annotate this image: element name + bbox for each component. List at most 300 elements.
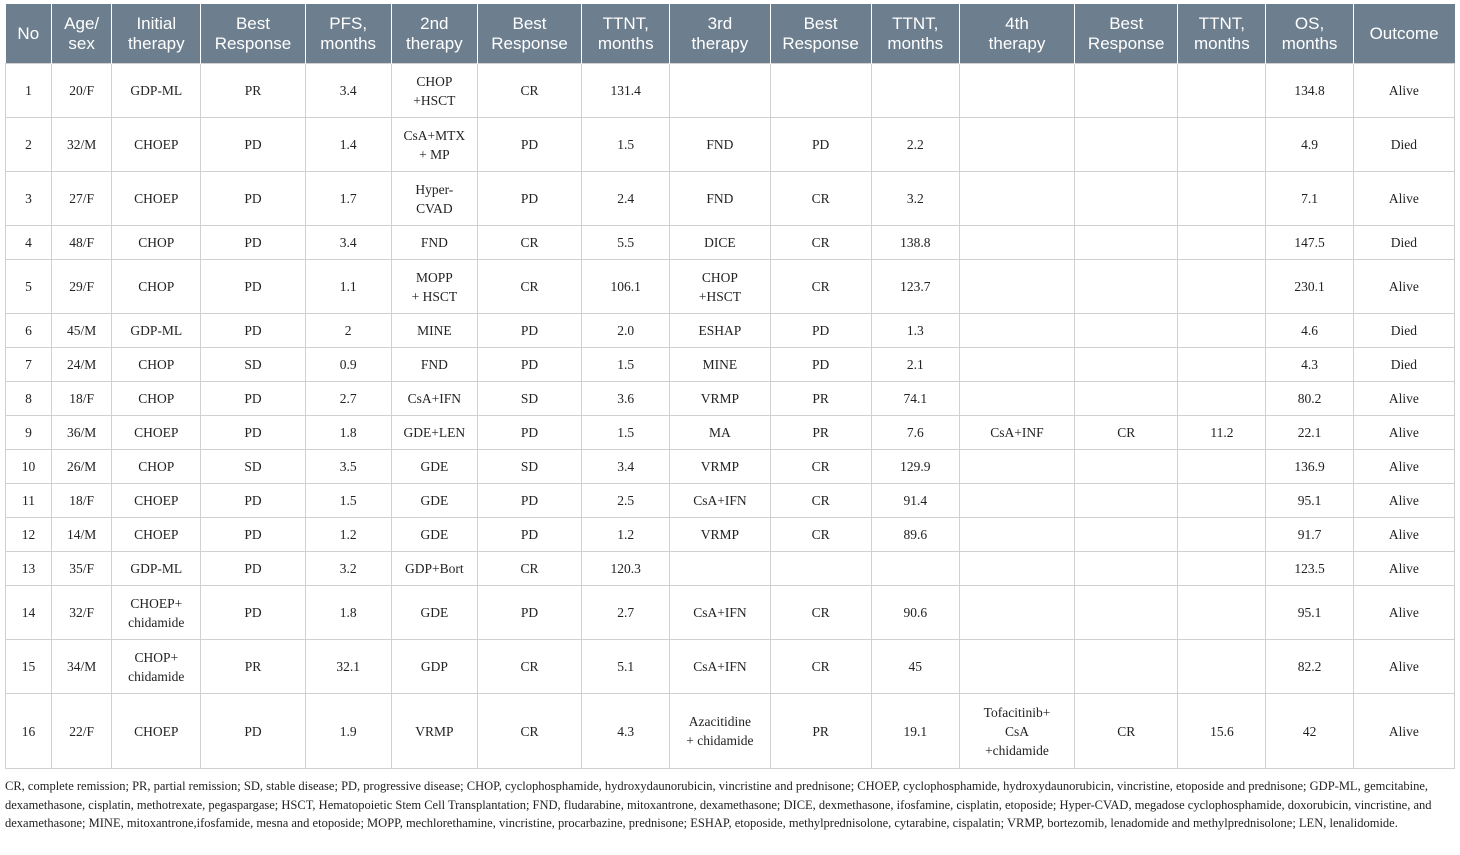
table-cell [477,314,581,348]
cell-text: 15.6 [1210,723,1234,739]
table-cell [6,382,52,416]
table-cell [582,348,670,382]
table-cell [201,64,305,118]
cell-text: CR [811,459,830,474]
column-header-text: Response [1087,33,1165,53]
table-cell [112,450,201,484]
cell-text: PD [244,391,262,406]
table-cell [201,118,305,172]
table-cell [1353,118,1454,172]
table-cell [582,450,670,484]
cell-text: 90.6 [903,605,928,620]
table-cell [770,450,871,484]
table-cell [112,226,201,260]
table-cell [1266,518,1353,552]
table-cell [1353,348,1454,382]
table-cell [1178,552,1266,586]
cell-text: VRMP [700,391,740,406]
table-cell [1178,314,1266,348]
cell-text: CsA+IFN [693,493,747,508]
table-cell [391,314,477,348]
cell-text: GDE [420,459,449,474]
table-cell [52,518,112,552]
table-cell [770,484,871,518]
table-cell [52,640,112,694]
cell-text: VRMP [700,527,740,542]
cell-text: 1.5 [617,137,635,152]
table-cell [582,518,670,552]
cell-text: VRMP [415,723,454,739]
table-cell [6,260,52,314]
cell-text: 3.4 [339,83,357,98]
column-header-text: TTNT, [602,13,649,33]
table-cell [391,226,477,260]
column-header-text: Initial [136,13,177,33]
table-cell [1178,450,1266,484]
cell-text: CR [520,279,539,294]
table-cell [1266,694,1353,769]
cell-text: Died [1390,323,1417,338]
table-cell [305,226,391,260]
table-cell [201,314,305,348]
table-cell [871,382,959,416]
cell-text: 3 [25,191,32,206]
table-cell [1075,382,1178,416]
cell-text: Alive [1388,425,1419,440]
cell-text: 18/F [69,493,95,508]
column-header [871,4,959,64]
table-cell [670,260,770,314]
cell-text: 11 [22,493,36,508]
table-cell [582,172,670,226]
table-cell [959,640,1074,694]
cell-text: 106.1 [610,279,641,294]
table-cell [1353,64,1454,118]
cell-text: 2.2 [906,137,924,152]
table-cell [1075,118,1178,172]
cell-text: ESHAP [698,323,742,338]
table-cell [305,382,391,416]
cell-text: 1.1 [339,279,357,294]
cell-text: 2 [344,323,352,338]
column-header-text: Best [1109,13,1144,33]
cell-text: 2.7 [617,605,635,620]
table-cell [112,172,201,226]
cell-text: 36/M [67,425,97,440]
table-cell [305,552,391,586]
table-cell [6,416,52,450]
cell-text: CHOP [138,459,175,474]
column-header-text: PFS, [329,13,368,33]
table-cell [52,348,112,382]
column-header-text: months [597,33,654,53]
table-header [6,4,1455,64]
column-header-text: months [887,33,944,53]
table-cell [770,64,871,118]
table-cell [959,484,1074,518]
cell-text: CHOEP [134,191,179,206]
cell-text: PD [244,527,262,542]
table-cell [1266,260,1353,314]
table-cell [1178,416,1266,450]
cell-text: SD [520,391,539,406]
table-cell [1178,518,1266,552]
table-cell [112,694,201,769]
table-cell [391,586,477,640]
cell-text: 1.2 [617,527,635,542]
table-cell [770,260,871,314]
table-cell [305,118,391,172]
cell-text: 22/F [69,723,95,739]
table-cell [871,518,959,552]
table-cell [770,552,871,586]
column-header [6,4,52,64]
table-cell [305,484,391,518]
cell-text: 20/F [69,83,95,98]
table-cell [670,382,770,416]
table-cell [1353,314,1454,348]
cell-text: 4.6 [1301,323,1318,338]
table-cell [477,586,581,640]
cell-text: 16 [21,723,36,739]
table-cell [52,416,112,450]
table-cell [391,484,477,518]
column-header-text: Age/ [64,13,100,33]
cell-text: 123.5 [1294,561,1325,576]
cell-text: CHOP [416,73,453,89]
table-cell [871,118,959,172]
table-cell [52,484,112,518]
table-cell [871,640,959,694]
table-cell [1178,260,1266,314]
cell-text: chidamide [128,614,185,630]
table-cell [582,226,670,260]
column-header-text: sex [68,33,95,53]
table-cell [477,416,581,450]
cell-text: CsA+IFN [407,391,462,406]
cell-text: CHOEP [134,137,179,152]
cell-text: 29/F [69,279,95,294]
table-cell [477,518,581,552]
table-cell [391,450,477,484]
column-header [1178,4,1266,64]
cell-text: SD [244,357,262,372]
cell-text: PR [244,83,262,98]
cell-text: 2.4 [617,191,635,206]
cell-text: 4.3 [617,723,635,739]
table-cell [52,450,112,484]
table-cell [1266,552,1353,586]
table-cell [1178,484,1266,518]
column-header-text: Outcome [1369,23,1439,43]
cell-text: 4.3 [1301,357,1318,372]
table-cell [582,552,670,586]
table-cell [871,416,959,450]
table-cell [582,382,670,416]
column-header [305,4,391,64]
cell-text: Died [1390,137,1417,152]
cell-text: GDP-ML [130,561,183,576]
cell-text: Tofacitinib+ [983,704,1051,720]
table-cell [1075,64,1178,118]
cell-text: 8 [25,391,32,406]
table-cell [391,382,477,416]
table-cell [1266,348,1353,382]
column-header-text: 2nd [420,13,449,33]
cell-text: 1.8 [339,425,357,440]
table-cell [112,552,201,586]
table-cell [391,64,477,118]
table-cell [1075,172,1178,226]
cell-text: 18/F [69,391,95,406]
table-cell [1178,586,1266,640]
table-cell [871,172,959,226]
table-row [6,172,1455,226]
cell-text: 6 [25,323,32,338]
cell-text: Hyper- [415,181,454,197]
cell-text: 3.4 [339,235,357,250]
table-cell [1266,64,1353,118]
column-header-text: therapy [988,33,1046,53]
table-cell [959,260,1074,314]
column-header-text: months [320,33,377,53]
cell-text: Alive [1388,279,1419,294]
cell-text: 10 [21,459,36,474]
table-cell [305,314,391,348]
cell-text: SD [244,459,262,474]
table-cell [582,314,670,348]
table-cell [1075,586,1178,640]
cell-text: 138.8 [900,235,931,250]
cell-text: 5 [25,279,32,294]
table-cell [305,348,391,382]
table-cell [52,382,112,416]
table-cell [1353,226,1454,260]
table-row [6,226,1455,260]
cell-text: chidamide [128,668,185,684]
cell-text: + MP [419,146,450,162]
table-cell [52,314,112,348]
cell-text: 5.5 [617,235,635,250]
cell-text: Died [1390,235,1417,250]
cell-text: 15 [21,659,36,674]
table-cell [6,694,52,769]
table-cell [6,450,52,484]
table-cell [391,416,477,450]
table-cell [770,518,871,552]
cell-text: 95.1 [1297,493,1322,508]
cell-text: CR [1117,425,1136,440]
cell-text: CR [811,659,830,674]
cell-text: 1.4 [339,137,357,152]
table-cell [112,484,201,518]
cell-text: CR [811,527,830,542]
cell-text: CR [520,561,539,576]
table-cell [305,640,391,694]
table-cell [112,518,201,552]
table-cell [871,552,959,586]
column-header [770,4,871,64]
cell-text: CHOEP+ [130,595,183,611]
table-cell [201,518,305,552]
cell-text: + chidamide [686,733,754,748]
cell-text: PD [244,279,262,294]
cell-text: PD [520,137,539,152]
cell-text: GDP-ML [130,83,183,98]
cell-text: 3.4 [617,459,635,474]
table-cell [477,382,581,416]
cell-text: 129.9 [900,459,931,474]
cell-text: 24/M [67,357,97,372]
table-cell [477,694,581,769]
table-cell [1266,484,1353,518]
column-header-text: OS, [1294,13,1325,33]
header-row [6,4,1455,64]
cell-text: 95.1 [1297,605,1322,620]
table-cell [871,450,959,484]
table-cell [670,450,770,484]
column-header [1266,4,1353,64]
table-cell [1266,640,1353,694]
cell-text: Alive [1388,391,1419,406]
table-cell [871,694,959,769]
table-cell [52,118,112,172]
table-cell [871,226,959,260]
cell-text: 91.7 [1297,527,1322,542]
cell-text: CHOP+ [134,649,179,665]
cell-text: CHOEP [134,723,179,739]
cell-text: 134.8 [1294,83,1325,98]
cell-text: Alive [1388,561,1419,576]
table-cell [582,416,670,450]
table-cell [112,260,201,314]
cell-text: PD [244,235,262,250]
table-cell [391,518,477,552]
column-header [52,4,112,64]
table-cell [201,552,305,586]
table-cell [112,640,201,694]
column-header-text: No [17,23,40,43]
column-header-text: therapy [405,33,463,53]
table-row [6,314,1455,348]
cell-text: Alive [1388,527,1419,542]
table-cell [770,382,871,416]
cell-text: 34/M [67,659,97,674]
table-cell [6,314,52,348]
table-cell [52,172,112,226]
table-cell [6,484,52,518]
table-cell [670,552,770,586]
table-row [6,64,1455,118]
cell-text: Died [1390,357,1417,372]
table-cell [1266,172,1353,226]
table-cell [959,118,1074,172]
table-cell [959,172,1074,226]
table-cell [582,64,670,118]
cell-text: 19.1 [903,723,928,739]
table-cell [1075,260,1178,314]
cell-text: SD [520,459,539,474]
table-cell [1178,172,1266,226]
cell-text: CR [811,235,830,250]
cell-text: 74.1 [903,391,928,406]
table-cell [201,226,305,260]
cell-text: 120.3 [610,561,641,576]
table-cell [1075,226,1178,260]
table-cell [670,416,770,450]
table-cell [1266,416,1353,450]
table-cell [1353,382,1454,416]
table-cell [871,64,959,118]
table-cell [670,64,770,118]
cell-text: 2.5 [617,493,635,508]
table-cell [770,118,871,172]
table-cell [770,416,871,450]
table-cell [1353,450,1454,484]
column-header [1075,4,1178,64]
table-cell [391,640,477,694]
table-cell [959,226,1074,260]
table-cell [582,640,670,694]
table-cell [1178,64,1266,118]
cell-text: 48/F [69,235,95,250]
cell-text: 26/M [67,459,97,474]
column-header-text: TTNT, [1198,13,1246,33]
table-cell [959,586,1074,640]
table-cell [1353,484,1454,518]
cell-text: Alive [1388,83,1419,98]
cell-text: 1.7 [339,191,357,206]
table-row [6,450,1455,484]
table-cell [582,694,670,769]
cell-text: CsA+IFN [693,659,747,674]
table-cell [477,640,581,694]
cell-text: CHOP [138,357,175,372]
table-cell [1075,694,1178,769]
table-cell [1178,382,1266,416]
column-header-text: 4th [1005,13,1029,33]
table-cell [1178,694,1266,769]
column-header [582,4,670,64]
cell-text: 5.1 [617,659,635,674]
cell-text: PR [812,391,829,406]
table-cell [6,64,52,118]
column-header-text: TTNT, [892,13,939,33]
table-cell [1266,382,1353,416]
table-cell [1266,450,1353,484]
cell-text: PR [812,425,829,440]
column-header [112,4,201,64]
cell-text: CR [811,191,830,206]
cell-text: 11.2 [1210,425,1234,440]
cell-text: 131.4 [610,83,641,98]
cell-text: CR [1117,723,1136,739]
cell-text: CsA+INF [990,425,1044,440]
cell-text: 1.3 [906,323,924,338]
column-header-text: 3rd [707,13,733,33]
table-cell [670,314,770,348]
cell-text: GDP-ML [130,323,183,338]
table-cell [305,172,391,226]
table-cell [477,64,581,118]
table-cell [871,586,959,640]
cell-text: 1.5 [617,357,635,372]
cell-text: FND [420,235,448,250]
table-cell [1075,450,1178,484]
table-cell [112,586,201,640]
table-cell [305,450,391,484]
table-row [6,552,1455,586]
